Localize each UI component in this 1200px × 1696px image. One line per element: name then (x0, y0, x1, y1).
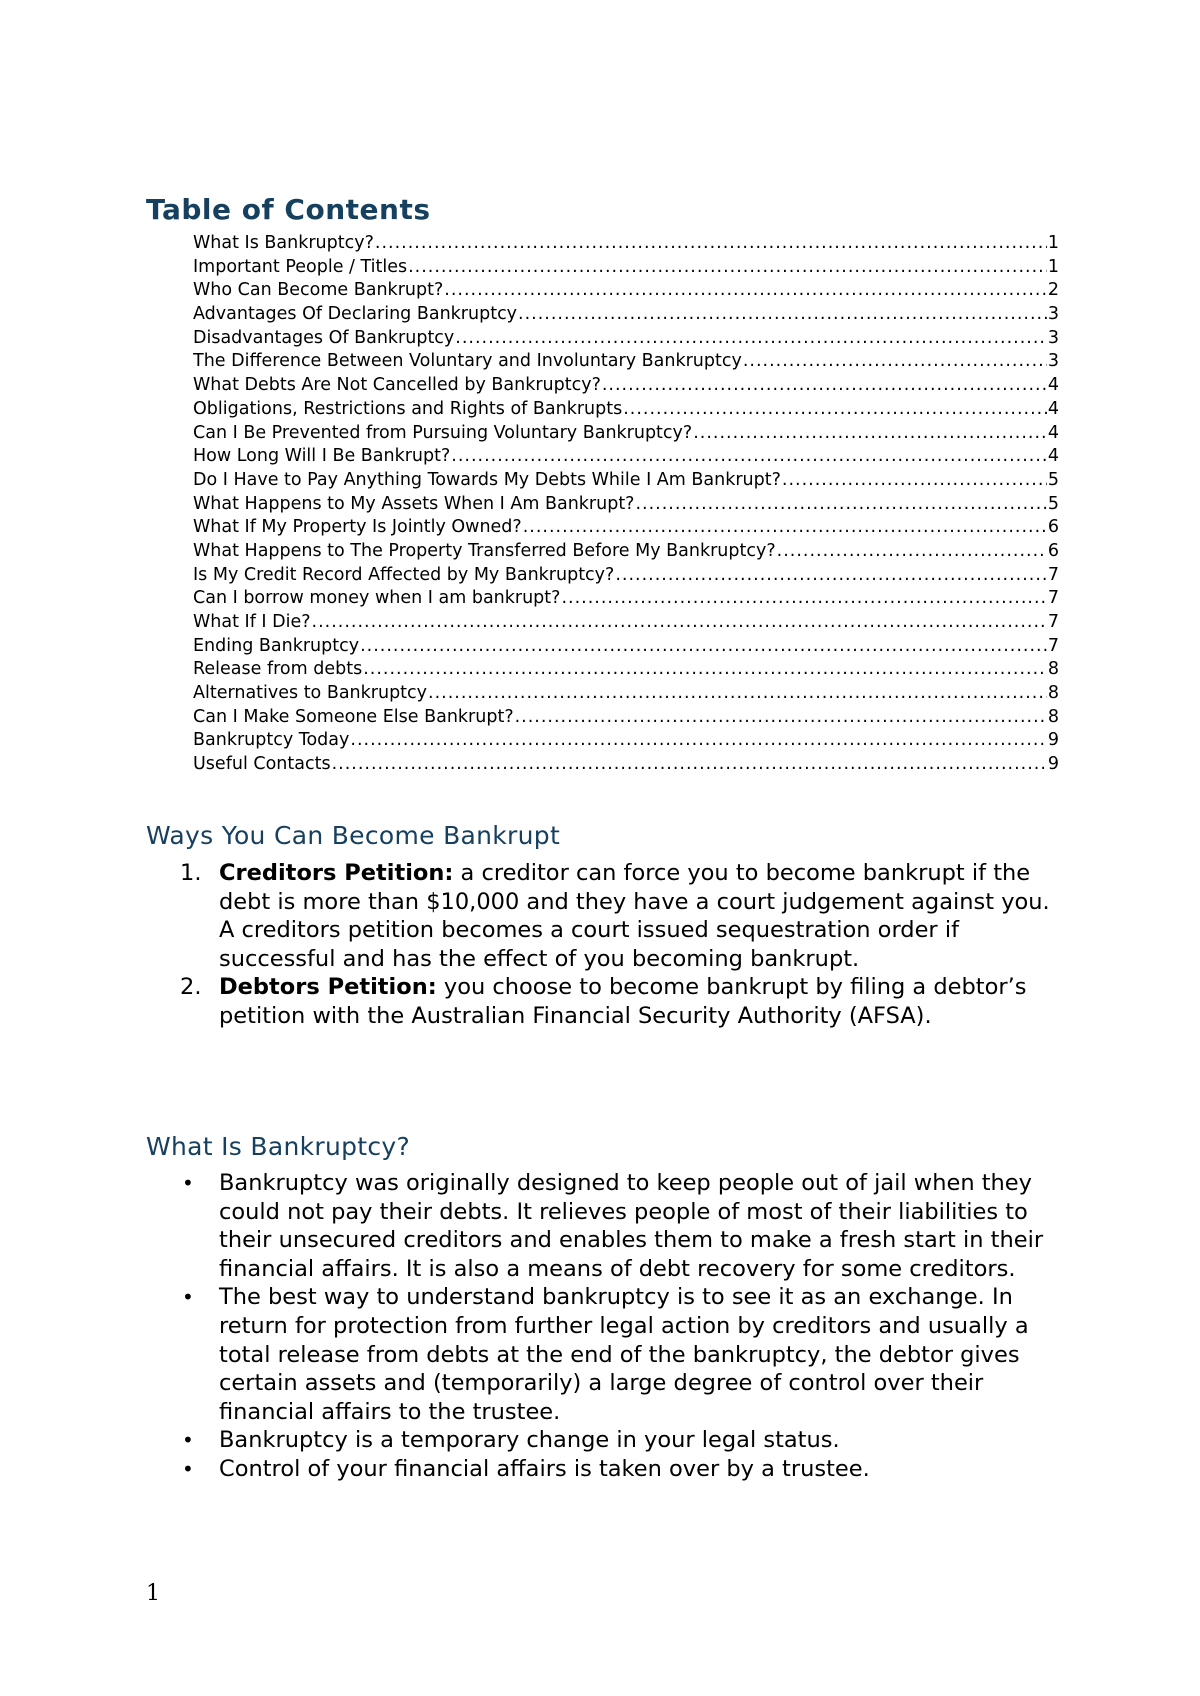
toc-entry-text: Can I borrow money when I am bankrupt? (193, 588, 561, 609)
section-heading-ways: Ways You Can Become Bankrupt (146, 821, 561, 850)
toc-entry[interactable] (193, 658, 1059, 682)
toc-entry-text: What If I Die? (193, 612, 311, 632)
bullet-icon: • (182, 1428, 194, 1453)
toc-entry[interactable] (193, 398, 1059, 422)
toc-dot-leader (360, 635, 1047, 659)
toc-dot-leader (332, 753, 1047, 777)
toc-dot-leader (444, 279, 1047, 303)
toc-dot-leader (782, 469, 1047, 493)
toc-entry[interactable] (193, 611, 1059, 635)
toc-entry-text: How Long Will I Be Bankrupt? (193, 446, 451, 467)
toc-entry[interactable] (193, 469, 1059, 493)
list-item (0, 973, 1059, 1030)
list-item-term: Debtors Petition: (219, 974, 437, 1001)
toc-dot-leader (451, 445, 1047, 469)
toc-page-number: 2 (1047, 280, 1059, 301)
toc-entry-text: Disadvantages Of Bankruptcy (193, 327, 455, 348)
list-item (0, 1283, 1059, 1426)
toc-entry[interactable] (193, 587, 1059, 611)
toc-page-number: 4 (1047, 375, 1059, 396)
toc-page-number: 4 (1047, 422, 1059, 443)
toc-entry[interactable] (193, 279, 1059, 303)
bullet-icon: • (182, 1456, 194, 1481)
list-item-text: Bankruptcy was originally designed to keep people out of jail when they could not pay their debts. It relieves people of most of their liabilities to their unsecured creditors and enables them to make a fresh start in their financial affairs. It is also a means of debt recovery for some creditors. (219, 1170, 1044, 1282)
toc-page-number: 6 (1047, 540, 1059, 561)
toc-entry-text: Is My Credit Record Affected by My Bankruptcy? (193, 564, 615, 585)
toc-page-number: 5 (1047, 493, 1059, 514)
toc-entry-text: What Debts Are Not Cancelled by Bankruptcy? (193, 375, 601, 396)
list-item-term: Creditors Petition: (219, 860, 454, 886)
toc-entry[interactable] (193, 374, 1059, 398)
toc-entry[interactable] (193, 422, 1059, 446)
toc-entry-text: Useful Contacts (193, 754, 331, 775)
toc-page-number: 3 (1047, 351, 1059, 372)
toc-page-number: 7 (1047, 612, 1059, 632)
toc-entry-text: Important People / Titles (193, 256, 408, 277)
toc-entry-text: Can I Be Prevented from Pursuing Voluntary Bankruptcy? (193, 422, 693, 443)
toc-dot-leader (408, 256, 1047, 280)
list-item-text: you choose to become bankrupt by filing a debtor’s petition with the Australian Financial Security Authority (AFSA). (219, 974, 1027, 1029)
toc-entry[interactable] (193, 256, 1059, 280)
toc-entry[interactable] (193, 327, 1059, 351)
toc-page-number: 4 (1047, 398, 1059, 419)
toc-entry[interactable] (193, 682, 1059, 706)
list-item-text: a creditor can force you to become bankrupt if the debt is more than $10,000 and they have a court judgement against you. A creditors petition becomes a court issued sequestration order if successful and has the effect of you becoming bankrupt. (219, 860, 1050, 972)
toc-title: Table of Contents (146, 193, 431, 226)
toc-entry-text: What Happens to The Property Transferred Before My Bankruptcy? (193, 540, 776, 561)
toc-entry[interactable] (193, 445, 1059, 469)
toc-dot-leader (602, 374, 1047, 398)
toc-page-number: 7 (1047, 564, 1059, 585)
toc-page-number: 8 (1047, 706, 1059, 727)
toc-page-number: 6 (1047, 517, 1059, 538)
toc-dot-leader (635, 493, 1046, 517)
list-item-text: Control of your financial affairs is taken over by a trustee. (219, 1455, 870, 1482)
table-of-contents (193, 232, 1059, 777)
toc-page-number: 3 (1047, 327, 1059, 348)
toc-dot-leader (363, 658, 1047, 682)
bullet-list (0, 1169, 1200, 1484)
toc-dot-leader (515, 706, 1047, 730)
toc-page-number: 1 (1047, 233, 1059, 253)
toc-entry[interactable] (193, 350, 1059, 374)
toc-dot-leader (455, 327, 1047, 351)
toc-page-number: 9 (1047, 730, 1059, 751)
page-number: 1 (146, 1581, 160, 1606)
toc-entry[interactable] (193, 706, 1059, 730)
toc-page-number: 8 (1047, 683, 1059, 704)
toc-dot-leader (523, 516, 1047, 540)
toc-dot-leader (428, 682, 1047, 706)
toc-dot-leader (350, 729, 1046, 753)
bullet-icon: • (182, 1171, 194, 1195)
toc-entry[interactable] (193, 753, 1059, 777)
toc-entry-text: What If My Property Is Jointly Owned? (193, 517, 522, 538)
toc-entry-text: The Difference Between Voluntary and Involuntary Bankruptcy (193, 351, 742, 372)
toc-entry-text: Ending Bankruptcy (193, 635, 360, 656)
toc-entry[interactable] (193, 516, 1059, 540)
toc-entry[interactable] (193, 564, 1059, 588)
toc-dot-leader (561, 587, 1046, 611)
toc-entry[interactable] (193, 635, 1059, 659)
toc-entry-text: Bankruptcy Today (193, 730, 350, 751)
toc-dot-leader (375, 232, 1047, 256)
list-item-text: Bankruptcy is a temporary change in your legal status. (219, 1427, 840, 1454)
toc-page-number: 3 (1047, 304, 1059, 325)
toc-page-number: 1 (1047, 256, 1059, 277)
toc-dot-leader (615, 564, 1047, 588)
toc-entry-text: Can I Make Someone Else Bankrupt? (193, 706, 514, 727)
toc-entry[interactable] (193, 232, 1059, 256)
toc-dot-leader (623, 398, 1047, 422)
toc-dot-leader (693, 422, 1047, 446)
list-number: 2. (180, 974, 202, 1001)
toc-entry-text: Release from debts (193, 659, 363, 680)
bullet-icon: • (182, 1285, 194, 1310)
section-heading-what-is-bankruptcy: What Is Bankruptcy? (146, 1132, 411, 1161)
toc-page-number: 8 (1047, 659, 1059, 680)
numbered-list (0, 859, 1200, 1031)
toc-dot-leader (312, 611, 1047, 635)
toc-entry-text: What Is Bankruptcy? (193, 233, 374, 253)
toc-entry-text: Do I Have to Pay Anything Towards My Debts While I Am Bankrupt? (193, 469, 781, 490)
toc-page-number: 7 (1047, 635, 1059, 656)
list-item-text: The best way to understand bankruptcy is to see it as an exchange. In return for protection from further legal action by creditors and usually a total release from debts at the end of the bankruptcy, the debtor gives certain assets and (temporarily) a large degree of control over their financial affairs to the trustee. (219, 1284, 1029, 1425)
toc-entry[interactable] (193, 729, 1059, 753)
toc-entry-text: Alternatives to Bankruptcy (193, 683, 428, 704)
toc-entry-text: Obligations, Restrictions and Rights of Bankrupts (193, 398, 623, 419)
toc-entry[interactable] (193, 303, 1059, 327)
toc-dot-leader (743, 350, 1047, 374)
toc-entry-text: What Happens to My Assets When I Am Bankrupt? (193, 493, 635, 514)
toc-entry-text: Advantages Of Declaring Bankruptcy (193, 304, 518, 325)
toc-dot-leader (777, 540, 1047, 564)
list-item (0, 1426, 1059, 1455)
list-number: 1. (180, 860, 202, 886)
toc-page-number: 5 (1047, 469, 1059, 490)
toc-dot-leader (518, 303, 1047, 327)
list-item (0, 859, 1059, 973)
toc-entry[interactable] (193, 540, 1059, 564)
toc-page-number: 7 (1047, 588, 1059, 609)
toc-entry-text: Who Can Become Bankrupt? (193, 280, 444, 301)
list-item (0, 1455, 1059, 1484)
toc-entry[interactable] (193, 493, 1059, 517)
toc-page-number: 4 (1047, 446, 1059, 467)
list-item (0, 1169, 1059, 1283)
toc-page-number: 9 (1047, 754, 1059, 775)
